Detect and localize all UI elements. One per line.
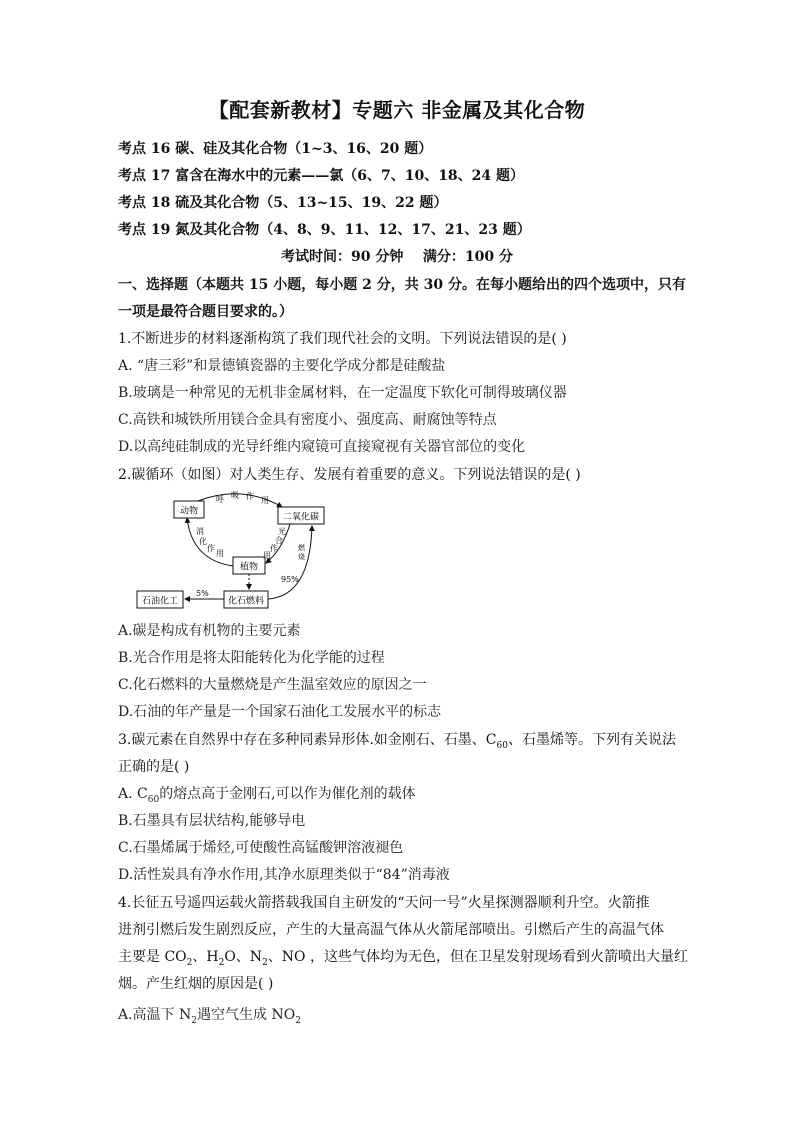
q4-a-sub2: 2 xyxy=(295,1015,301,1026)
exam-info: 考试时间：90 分钟 满分：100 分 xyxy=(281,249,513,265)
q4-a-pre: A.高温下 N xyxy=(118,1007,192,1023)
combustion-char-1: 燃 xyxy=(298,544,305,552)
section-heading-line2: 一项是最符合题目要求的。） xyxy=(118,304,293,320)
q4-a-mid: 遇空气生成 NO xyxy=(197,1007,296,1023)
q4-l3-sub3: 2 xyxy=(262,957,268,968)
kaodian-16: 考点 16 碳、硅及其化合物（1~3、16、20 题） xyxy=(118,141,433,157)
q3-option-a xyxy=(118,783,416,805)
q1-stem: 1.不断进步的材料逐渐构筑了我们现代社会的文明。下列说法错误的是( ) xyxy=(118,331,567,347)
photosynthesis-char-2: 合 xyxy=(275,536,283,545)
digestion-char-2: 化 xyxy=(199,537,207,546)
digestion-char-3: 作 xyxy=(207,544,215,553)
q4-l3-sub2: 2 xyxy=(218,957,225,968)
q4-stem-line3 xyxy=(118,946,688,968)
photosynthesis-char-3: 作 xyxy=(270,544,278,553)
percent-5-label: 5% xyxy=(196,589,209,598)
q4-l3-tail: 、NO ，这些气体均为无色，但在卫星发射现场看到火箭喷出大量红 xyxy=(267,949,688,965)
q1-option-d: D.以高纯硅制成的光导纤维内窥镜可直接窥视有关器官部位的变化 xyxy=(118,439,526,455)
respiration-char-3: 作 xyxy=(246,492,254,501)
q3-a-pre: A. C xyxy=(118,786,148,802)
respiration-char-2: 吸 xyxy=(231,491,239,500)
kaodian-19: 考点 19 氮及其化合物（4、8、9、11、12、17、21、23 题） xyxy=(118,222,531,238)
photosynthesis-char-1: 光 xyxy=(278,527,286,536)
q4-l3-sub1: 2 xyxy=(186,957,193,968)
co2-label: 二氧化碳 xyxy=(282,512,320,523)
q4-stem-line1: 4.长征五号遥四运载火箭搭载我国自主研发的“天问一号”火星探测器顺利升空。火箭推 xyxy=(118,895,650,911)
q4-l3-mid2: O、N xyxy=(224,949,263,965)
q3-option-b: B.石墨具有层状结构,能够导电 xyxy=(118,813,306,829)
photosynthesis-char-4: 用 xyxy=(263,551,271,560)
q3-stem-text: 3.碳元素在自然界中存在多种同素异形体.如金刚石、石墨、C xyxy=(118,732,497,748)
respiration-char-4: 用 xyxy=(261,496,269,505)
respiration-arrow xyxy=(198,494,282,507)
carbon-cycle-diagram xyxy=(132,488,342,614)
q3-stem-sub: 60 xyxy=(496,740,508,751)
q2-stem: 2.碳循环（如图）对人类生存、发展有着重要的意义。下列说法错误的是( ) xyxy=(118,467,581,483)
q3-stem-tail: 、石墨烯等。下列有关说法 xyxy=(507,732,676,748)
q2-option-d: D.石油的年产量是一个国家石油化工发展水平的标志 xyxy=(118,704,442,720)
plant-label: 植物 xyxy=(239,562,259,573)
respiration-char-1: 呼 xyxy=(216,495,224,504)
q2-option-c: C.化石燃料的大量燃烧是产生温室效应的原因之一 xyxy=(118,677,427,693)
q4-l3-mid1: 、H xyxy=(192,949,219,965)
kaodian-17: 考点 17 富含在海水中的元素——氯（6、7、10、18、24 题） xyxy=(118,168,525,184)
q4-a-sub1: 2 xyxy=(191,1015,197,1026)
q3-a-tail: 的熔点高于金刚石,可以作为催化剂的载体 xyxy=(159,786,416,802)
page-title: 【配套新教材】专题六 非金属及其化合物 xyxy=(208,98,586,122)
q1-option-a: A. “唐三彩”和景德镇瓷器的主要化学成分都是硅酸盐 xyxy=(118,358,446,374)
combustion-char-2: 烧 xyxy=(298,553,305,561)
q3-option-c: C.石墨烯属于烯烃,可使酸性高锰酸钾溶液褪色 xyxy=(118,840,404,856)
kaodian-18: 考点 18 硫及其化合物（5、13~15、19、22 题） xyxy=(118,195,448,211)
q1-option-c: C.高铁和城铁所用镁合金具有密度小、强度高、耐腐蚀等特点 xyxy=(118,412,497,428)
q3-stem-line2: 正确的是( ) xyxy=(118,759,190,775)
petro-label: 石油化工 xyxy=(141,596,179,607)
q3-a-sub: 60 xyxy=(147,794,160,805)
q2-option-a: A.碳是构成有机物的主要元素 xyxy=(118,623,301,639)
animal-label: 动物 xyxy=(179,506,199,517)
q4-l3-pre: 主要是 CO xyxy=(118,949,187,965)
q4-stem-line4: 烟。产生红烟的原因是( ) xyxy=(118,976,274,992)
digestion-char-4: 用 xyxy=(216,549,224,558)
q4-stem-line2: 进剂引燃后发生剧烈反应，产生的大量高温气体从火箭尾部喷出。引燃后产生的高温气体 xyxy=(118,922,664,938)
q1-option-b: B.玻璃是一种常见的无机非金属材料，在一定温度下软化可制得玻璃仪器 xyxy=(118,385,567,401)
q3-option-d: D.活性炭具有净水作用,其净水原理类似于“84”消毒液 xyxy=(118,867,450,883)
section-heading-line1: 一、选择题（本题共 15 小题，每小题 2 分，共 30 分。在每小题给出的四个选项中，只有 xyxy=(118,277,686,293)
percent-95-label: 95% xyxy=(281,575,299,584)
fossil-label: 化石燃料 xyxy=(227,596,265,607)
q2-option-b: B.光合作用是将太阳能转化为化学能的过程 xyxy=(118,650,385,666)
q3-stem-line1 xyxy=(118,729,676,751)
q4-option-a xyxy=(118,1004,301,1026)
digestion-arrow xyxy=(187,518,233,566)
digestion-char-1: 消 xyxy=(196,527,204,536)
